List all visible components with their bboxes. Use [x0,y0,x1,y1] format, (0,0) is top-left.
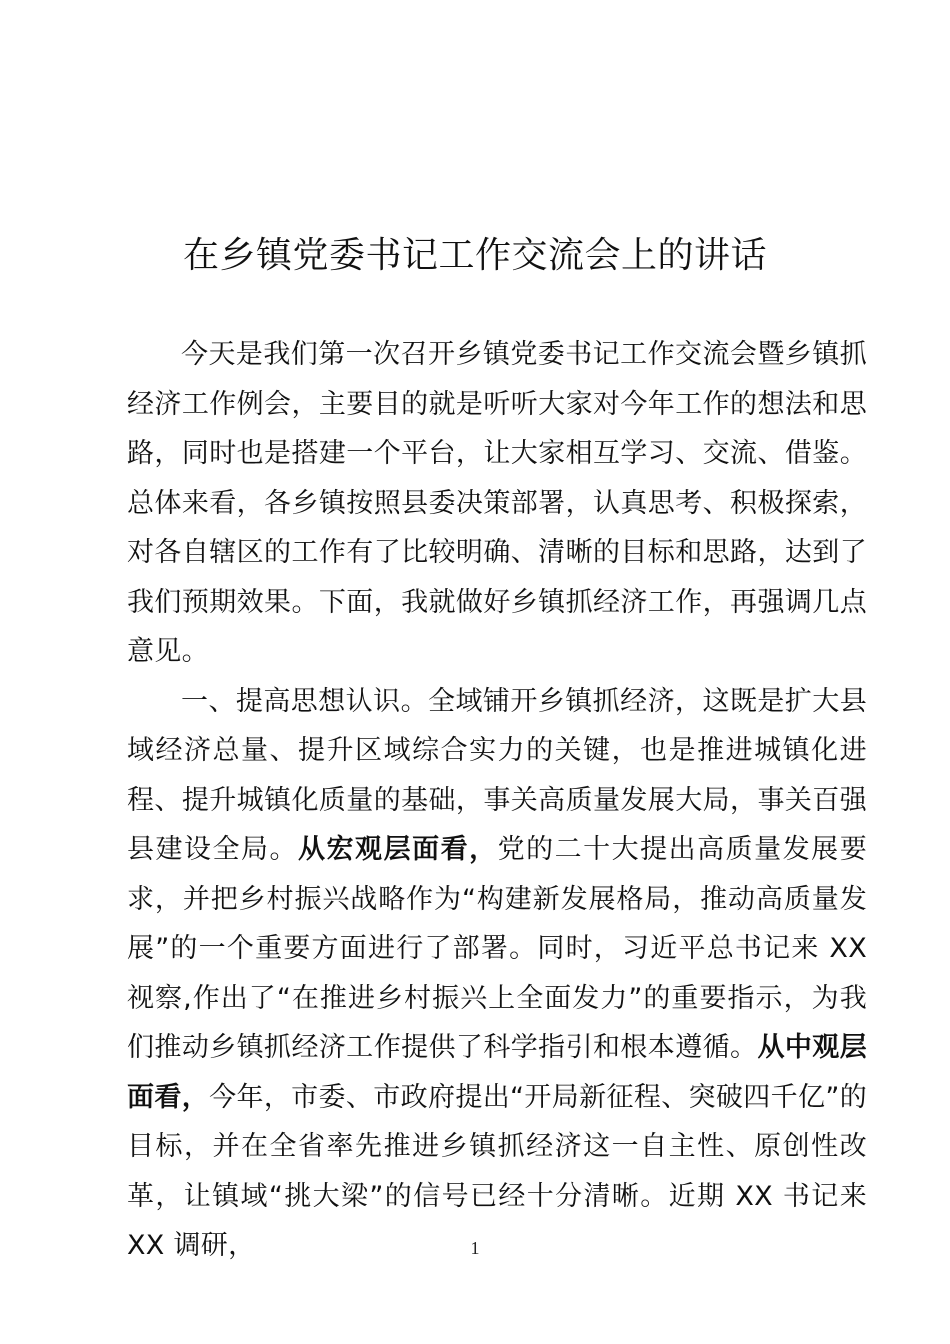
meso-level-heading: 从中观层面看， [127,1032,868,1113]
paragraph-section-one [127,677,867,1271]
document-title: 在乡镇党委书记工作交流会上的讲话 [182,235,767,276]
section-one-text-3: 今年，市委、市政府提出“开局新征程、突破四千亿”的目标，并在全省率先推进乡镇抓经济这一自主性、原创性改革，让镇域“挑大梁”的信号已经十分清晰。近期 XX 书记来 XX 调研， [127,1081,867,1261]
page-number: 1 [470,1238,480,1258]
section-one-text-1: 一、提高思想认识。全域铺开乡镇抓经济，这既是扩大县域经济总量、提升区域综合实力的关键，也是推进城镇化进程、提升城镇化质量的基础，事关高质量发展大局，事关百强县建设全局。 [127,685,867,865]
section-one-text-2: 党的二十大提出高质量发展要求，并把乡村振兴战略作为“构建新发展格局，推动高质量发展”的一个重要方面进行了部署。同时，习近平总书记来 XX 视察,作出了“在推进乡村振兴上全面发力”的重要指示，为我们推动乡镇抓经济工作提供了科学指引和根本遵循。 [127,834,867,1063]
paragraph-intro: 今天是我们第一次召开乡镇党委书记工作交流会暨乡镇抓经济工作例会，主要目的就是听听大家对今年工作的想法和思路，同时也是搭建一个平台，让大家相互学习、交流、借鉴。总体来看，各乡镇按照县委决策部署，认真思考、积极探索，对各自辖区的工作有了比较明确、清晰的目标和思路，达到了我们预期效果。下面，我就做好乡镇抓经济工作，再强调几点意见。 [127,339,867,667]
macro-level-heading: 从宏观层面看， [298,834,498,865]
document-body [127,330,867,1271]
